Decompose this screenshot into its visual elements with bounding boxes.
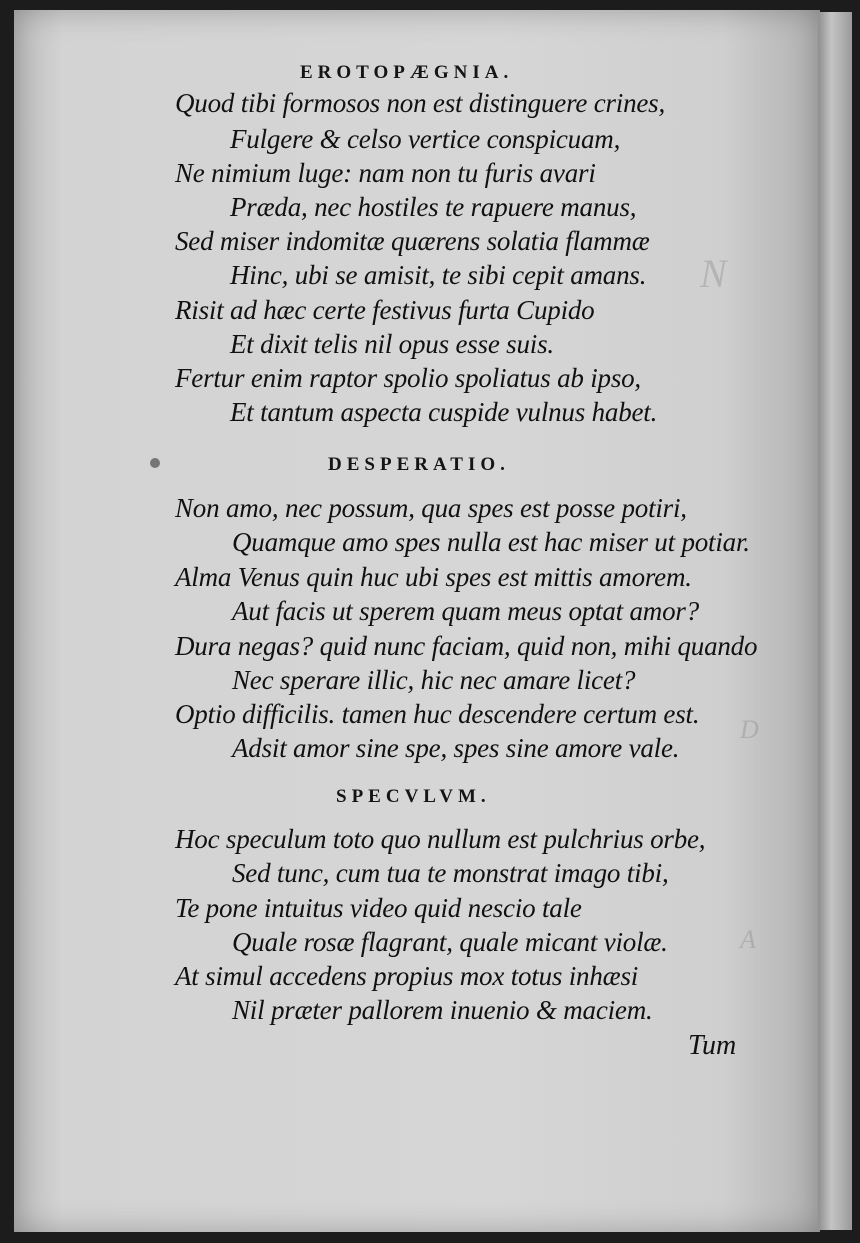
- verse-line: Et tantum aspecta cuspide vulnus habet.: [230, 397, 658, 427]
- section-title: SPECVLVM.: [336, 786, 491, 807]
- verse-line: At simul accedens propius mox totus inhæsi: [175, 961, 639, 991]
- show-through-mark: A: [740, 925, 756, 954]
- verse-line: Risit ad hæc certe festivus furta Cupido: [175, 295, 595, 325]
- verse-line: Nec sperare illic, hic nec amare licet?: [232, 665, 636, 695]
- verse-line: Quamque amo spes nulla est hac miser ut potiar.: [232, 527, 750, 557]
- verse-line: Dura negas? quid nunc faciam, quid non, mihi quando: [175, 631, 758, 661]
- verse-line: Aut facis ut sperem quam meus optat amor?: [232, 596, 700, 626]
- verse-line: Alma Venus quin huc ubi spes est mittis amorem.: [175, 562, 692, 592]
- verse-line: Te pone intuitus video quid nescio tale: [175, 893, 582, 923]
- verse-line: Nil præter pallorem inuenio & maciem.: [232, 995, 653, 1025]
- verse-line: Hoc speculum toto quo nullum est pulchrius orbe,: [175, 824, 706, 854]
- verse-line: Et dixit telis nil opus esse suis.: [230, 329, 554, 359]
- verse-line: Quod tibi formosos non est distinguere crines,: [175, 88, 666, 118]
- verse-line: Sed miser indomitæ quærens solatia flammæ: [175, 226, 650, 256]
- section-title: DESPERATIO.: [328, 454, 510, 475]
- verse-line: Fertur enim raptor spolio spoliatus ab ipso,: [175, 363, 641, 393]
- verse-line: Quale rosæ flagrant, quale micant violæ.: [232, 927, 668, 957]
- catchword: Tum: [688, 1030, 737, 1061]
- verse-line: Sed tunc, cum tua te monstrat imago tibi,: [232, 858, 669, 888]
- verse-line: Fulgere & celso vertice conspicuam,: [230, 124, 621, 154]
- show-through-mark: N: [700, 251, 727, 296]
- verse-line: Præda, nec hostiles te rapuere manus,: [230, 192, 637, 222]
- verse-line: Non amo, nec possum, qua spes est posse potiri,: [175, 493, 687, 523]
- verse-line: Optio difficilis. tamen huc descendere certum est.: [175, 699, 700, 729]
- show-through-mark: D: [740, 715, 759, 744]
- verse-line: Ne nimium luge: nam non tu furis avari: [175, 158, 596, 188]
- verse-line: Hinc, ubi se amisit, te sibi cepit amans.: [230, 260, 647, 290]
- section-title: EROTOPÆGNIA.: [300, 62, 514, 83]
- verse-line: Adsit amor sine spe, spes sine amore vale.: [232, 733, 680, 763]
